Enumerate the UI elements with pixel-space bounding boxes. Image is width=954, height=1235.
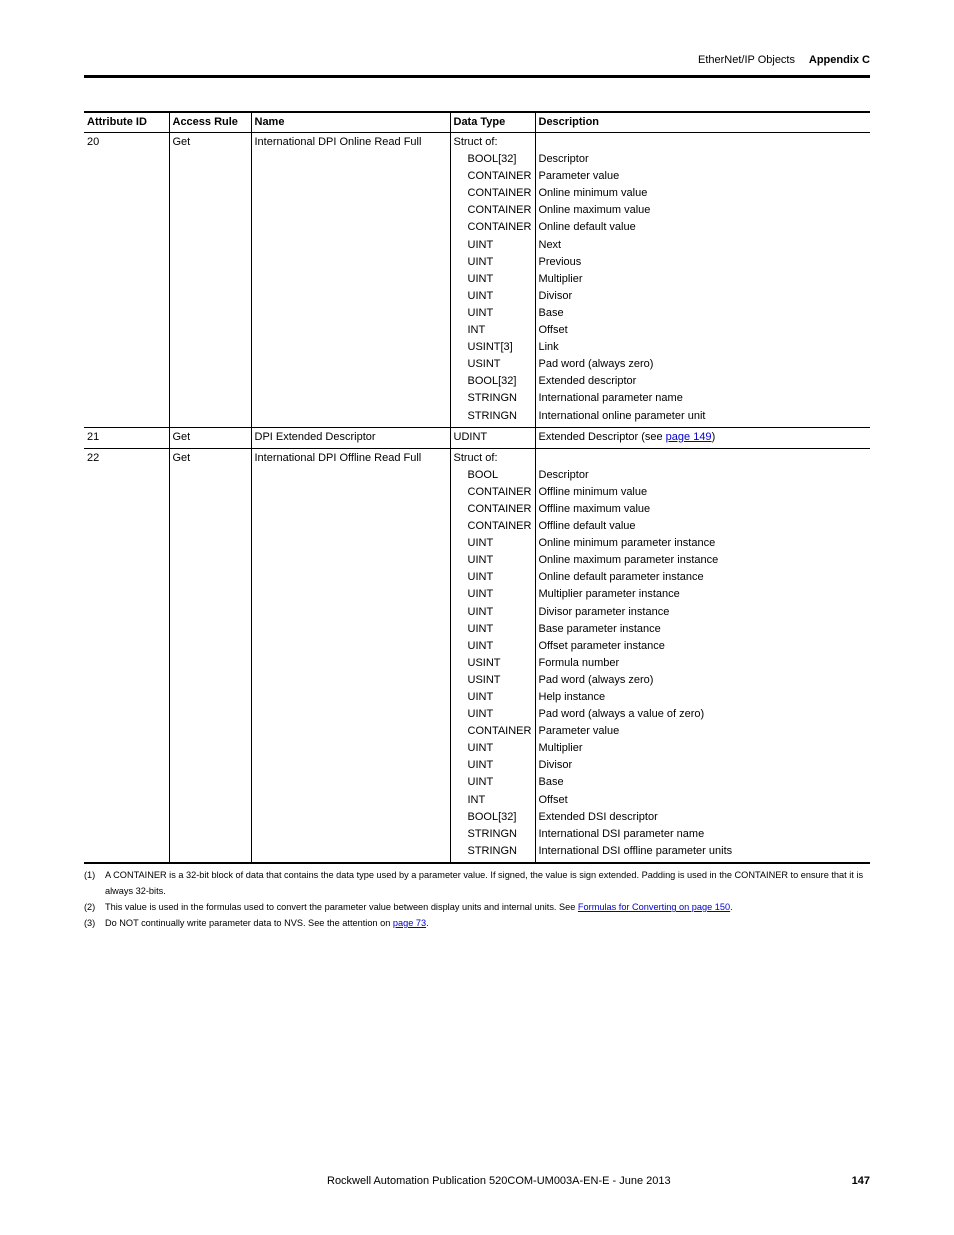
- footnote-text: A CONTAINER is a 32-bit block of data that contains the data type used by a parameter value. If signed, the value is sign extended. Padding is used in the CONTAINER to ensure that it is always 32-bits.: [105, 870, 864, 896]
- field-type: STRINGN: [467, 409, 517, 422]
- field-description: Online maximum value: [538, 204, 651, 217]
- section-title: EtherNet/IP Objects: [697, 54, 795, 66]
- field-type: BOOL[32]: [467, 375, 517, 388]
- field-type: CONTAINER: [467, 221, 532, 234]
- column-header: Access Rule: [169, 112, 251, 133]
- description-cell: [535, 448, 870, 863]
- field-description: Help instance: [538, 691, 606, 703]
- field-type: CONTAINER: [467, 187, 532, 200]
- field-description: Offset: [538, 793, 568, 806]
- description-text: Extended Descriptor (see: [538, 430, 666, 443]
- field-description: Extended descriptor: [538, 375, 637, 388]
- description-cell: [535, 427, 870, 448]
- footnote-text: This value is used in the formulas used to convert the parameter value between display units and internal units. See: [105, 902, 578, 912]
- field-description: International online parameter unit: [538, 409, 706, 422]
- access-rule: Get: [169, 133, 251, 428]
- field-type: UINT: [467, 554, 494, 567]
- field-description: Offset: [538, 324, 568, 337]
- attribute-name: International DPI Offline Read Full: [251, 448, 450, 863]
- field-type: CONTAINER: [467, 170, 532, 183]
- description-cell: [535, 133, 870, 428]
- field-description: Offline maximum value: [538, 502, 651, 515]
- field-type: UINT: [467, 571, 494, 584]
- field-type: STRINGN: [467, 827, 517, 840]
- field-description: Offline default value: [538, 520, 636, 533]
- field-type: CONTAINER: [467, 502, 532, 515]
- field-description: Base: [538, 776, 564, 789]
- field-description: Online minimum value: [538, 187, 648, 200]
- field-description: Divisor: [538, 759, 573, 772]
- field-description-list: [539, 467, 868, 860]
- field-type: UINT: [467, 708, 494, 721]
- attribute-name: International DPI Online Read Full: [251, 133, 450, 428]
- data-type-cell: [450, 448, 535, 863]
- field-type: UINT: [467, 306, 494, 319]
- field-description-list: [539, 151, 868, 425]
- page-link[interactable]: page 73: [392, 918, 427, 928]
- field-description: Divisor parameter instance: [538, 605, 670, 618]
- field-description: Online maximum parameter instance: [538, 554, 719, 567]
- field-type: USINT: [467, 673, 501, 686]
- footnote-number: (3): [84, 918, 96, 928]
- field-type: UINT: [467, 537, 494, 550]
- field-type: UINT: [467, 759, 494, 772]
- footnote: [84, 899, 870, 915]
- field-description: Extended DSI descriptor: [538, 810, 658, 823]
- table-header-row: [84, 112, 870, 133]
- field-type: UINT: [467, 255, 494, 268]
- field-description: International DSI parameter name: [538, 827, 705, 840]
- field-type: CONTAINER: [467, 725, 532, 738]
- field-type: UINT: [467, 691, 494, 703]
- field-type: STRINGN: [467, 392, 517, 405]
- field-description: Multiplier: [538, 272, 583, 285]
- field-description: Descriptor: [538, 153, 589, 166]
- field-description: Online minimum parameter instance: [538, 537, 716, 550]
- field-description: Parameter value: [538, 170, 620, 183]
- footnote: [84, 867, 870, 899]
- field-description: Base: [538, 306, 564, 319]
- field-description: Multiplier: [538, 742, 583, 755]
- column-header: Attribute ID: [84, 112, 169, 133]
- access-rule: Get: [169, 427, 251, 448]
- field-type: STRINGN: [467, 844, 517, 857]
- field-type: BOOL: [467, 468, 499, 481]
- table-row: [84, 133, 870, 428]
- field-type: USINT[3]: [467, 341, 513, 354]
- footnote-number: (1): [84, 870, 96, 880]
- footnote-text: Do NOT continually write parameter data to NVS. See the attention on: [105, 918, 393, 928]
- field-description: Link: [538, 341, 559, 354]
- field-description: Base parameter instance: [538, 622, 661, 635]
- footnotes: [84, 867, 870, 931]
- field-description: Previous: [538, 255, 582, 268]
- field-type-list: [454, 151, 532, 425]
- field-type: INT: [467, 324, 486, 337]
- attribute-table: [84, 111, 870, 864]
- field-description: Parameter value: [538, 725, 620, 738]
- field-description: Multiplier parameter instance: [538, 588, 680, 601]
- field-type: UINT: [467, 776, 494, 789]
- table-row: [84, 448, 870, 863]
- attribute-name: DPI Extended Descriptor: [251, 427, 450, 448]
- footnote-suffix: .: [426, 918, 429, 928]
- publication-info: Rockwell Automation Publication 520COM-UM003A-EN-E - June 2013: [327, 1175, 671, 1187]
- field-type: UINT: [467, 289, 494, 302]
- field-description: Pad word (always zero): [538, 358, 654, 371]
- field-type: USINT: [467, 358, 501, 371]
- struct-header: Struct of:: [453, 136, 498, 148]
- page-link[interactable]: page 149: [665, 430, 712, 443]
- field-type: CONTAINER: [467, 485, 532, 498]
- field-type: BOOL[32]: [467, 153, 517, 166]
- page-header: [84, 50, 870, 78]
- formulas-link[interactable]: Formulas for Converting on page 150: [577, 902, 731, 912]
- field-type: UINT: [467, 238, 494, 251]
- field-description: Offline minimum value: [538, 485, 648, 498]
- footnote-suffix: .: [730, 902, 733, 912]
- field-type: USINT: [467, 656, 501, 669]
- page-number: 147: [851, 1175, 870, 1187]
- field-description: Descriptor: [538, 468, 589, 481]
- field-type: CONTAINER: [467, 520, 532, 533]
- access-rule: Get: [169, 448, 251, 863]
- field-type: UINT: [467, 272, 494, 285]
- struct-header: Struct of:: [453, 451, 498, 464]
- field-type: UINT: [467, 588, 494, 601]
- column-header: Description: [535, 112, 870, 133]
- field-type: CONTAINER: [467, 204, 532, 217]
- field-type: UINT: [467, 639, 494, 652]
- attribute-id: 20: [87, 136, 100, 148]
- field-description: Online default value: [538, 221, 636, 234]
- field-description: International parameter name: [538, 392, 683, 405]
- appendix-label: Appendix C: [808, 54, 870, 66]
- field-type: UINT: [467, 605, 494, 618]
- field-description: Next: [538, 238, 562, 251]
- description-suffix: ): [711, 430, 716, 443]
- field-description: Pad word (always zero): [538, 673, 654, 686]
- column-header: Data Type: [450, 112, 535, 133]
- column-header: Name: [251, 112, 450, 133]
- field-type: INT: [467, 793, 486, 806]
- field-type: UINT: [467, 622, 494, 635]
- field-description: Pad word (always a value of zero): [538, 708, 705, 721]
- table-row: [84, 427, 870, 448]
- field-type-list: [454, 467, 532, 860]
- attribute-id: 21: [87, 430, 100, 443]
- field-description: Online default parameter instance: [538, 571, 704, 584]
- field-type: UINT: [467, 742, 494, 755]
- field-description: International DSI offline parameter units: [538, 844, 733, 857]
- footnote-number: (2): [84, 902, 96, 912]
- field-description: Divisor: [538, 289, 573, 302]
- field-type: BOOL[32]: [467, 810, 517, 823]
- field-description: Formula number: [538, 656, 620, 669]
- field-description: Offset parameter instance: [538, 639, 665, 652]
- footnote: [84, 915, 870, 931]
- data-type-cell: [450, 133, 535, 428]
- data-type: UDINT: [450, 427, 535, 448]
- attribute-id: 22: [87, 451, 100, 464]
